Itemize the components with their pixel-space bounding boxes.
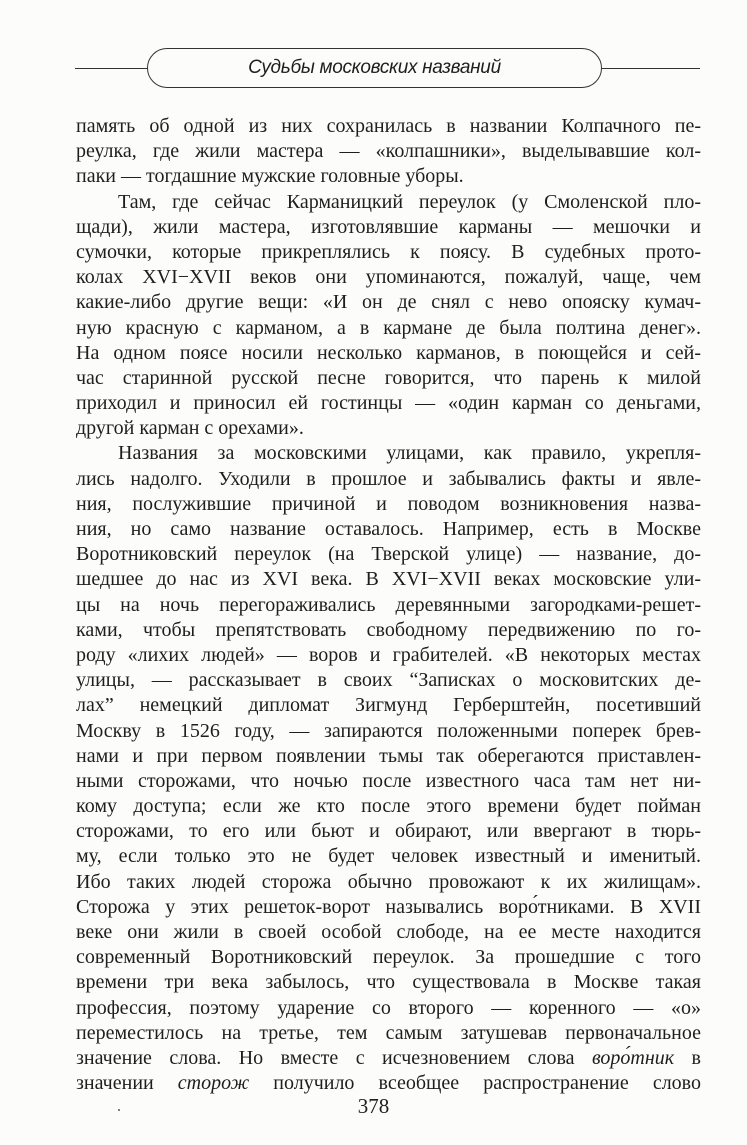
text-segment: ния, но само название оставалось. Например, есть в Москве — [76, 518, 701, 540]
text-line — [76, 744, 701, 769]
text-line — [76, 492, 701, 517]
text-segment: веке они жили в своей особой слободе, на ее месте находится — [76, 921, 701, 943]
text-line — [76, 391, 701, 416]
text-segment: кому доступа; если же кто после этого времени будет пойман — [76, 795, 701, 818]
header-rule-left — [75, 68, 148, 69]
text-segment: нами и при первом появлении тьмы так оберегаются приставлен- — [76, 744, 701, 767]
text-line — [76, 819, 701, 844]
text-segment: сумочки, которые прикреплялись к поясу. В судебных прото- — [76, 240, 701, 263]
text-segment: цы на ночь перегораживались деревянными загородками-решет- — [76, 593, 701, 616]
running-header — [147, 48, 602, 88]
text-segment: улицы, — рассказывает в своих “Записках о московитских де- — [76, 669, 701, 692]
text-line — [76, 441, 701, 466]
text-segment: му, если только это не будет человек известный и именитый. — [76, 845, 701, 868]
text-segment: профессия, поэтому ударение со второго — коренного — «о» — [76, 996, 701, 1019]
text-segment: Воротниковский переулок (на Тверской улице) — название, до- — [76, 543, 701, 566]
text-segment: какие-либо другие вещи: «И он де снял с нево опояску кумач- — [76, 291, 701, 314]
text-line — [76, 970, 701, 995]
text-line — [76, 870, 701, 895]
text-line — [76, 265, 701, 290]
text-line — [76, 1071, 701, 1096]
text-line — [76, 164, 701, 189]
text-segment: ными сторожами, что ночью после известного часа там нет ни- — [76, 769, 701, 792]
text-line — [76, 693, 701, 718]
running-header-title: Судьбы московских названий — [248, 57, 501, 78]
text-line — [76, 1021, 701, 1046]
text-segment: приходил и приносил ей гостинцы — «один карман со деньгами, — [76, 392, 701, 415]
text-line — [76, 341, 701, 366]
text-line — [76, 895, 701, 920]
text-segment: Москву в 1526 году, — запираются положенными поперек брев- — [76, 719, 701, 742]
text-line — [76, 416, 701, 441]
italic-term: воро́тник — [591, 1046, 675, 1069]
text-segment: другой карман с орехами». — [76, 417, 304, 440]
text-line — [76, 668, 701, 693]
text-segment: щади), жили мастера, изготовлявшие карманы — мешочки и — [76, 215, 701, 238]
text-segment: Ибо таких людей сторожа обычно провожают к их жилищам». — [76, 870, 701, 893]
text-segment: память об одной из них сохранилась в названии Колпачного пе- — [76, 115, 701, 137]
text-segment: На одном поясе носили несколько карманов, в поющейся и сей- — [76, 341, 701, 364]
text-line — [76, 316, 701, 341]
text-segment: ния, послужившие причиной и поводом возникновения назва- — [76, 492, 701, 515]
text-segment: получило всеобщее распространение слово — [249, 1072, 701, 1095]
text-segment: переместилось на третье, тем самым затушевав первоначальное — [76, 1021, 701, 1044]
text-segment: шедшее до нас из XVI века. В XVI−XVII веках московские ули- — [76, 568, 701, 591]
text-line — [76, 139, 701, 164]
text-line — [76, 996, 701, 1021]
text-line — [76, 240, 701, 265]
text-line — [76, 1046, 701, 1071]
text-segment: паки — тогдашние мужские головные уборы. — [76, 165, 464, 188]
text-segment: сторожами, то его или бьют и обирают, или ввергают в тюрь- — [76, 820, 701, 843]
italic-term: сторож — [177, 1072, 250, 1095]
header-rule-right — [601, 68, 700, 69]
text-segment: Названия за московскими улицами, как правило, укрепля- — [118, 442, 701, 465]
text-line — [76, 215, 701, 240]
text-line — [76, 517, 701, 542]
text-line — [76, 290, 701, 315]
text-segment: лись надолго. Уходили в прошлое и забывались факты и явле- — [76, 467, 701, 490]
text-line — [76, 114, 701, 139]
text-segment: значении — [76, 1072, 178, 1095]
body-text — [76, 114, 701, 1096]
text-line — [76, 366, 701, 391]
text-line — [76, 190, 701, 215]
text-line — [76, 567, 701, 592]
text-line — [76, 769, 701, 794]
text-segment: времени три века забылось, что существовала в Москве такая — [76, 971, 701, 994]
text-segment: ную красную с карманом, а в кармане де была полтина денег». — [76, 316, 701, 339]
text-line — [76, 542, 701, 567]
text-line — [76, 618, 701, 643]
text-line — [76, 593, 701, 618]
text-line — [76, 719, 701, 744]
text-line — [76, 794, 701, 819]
text-segment: Там, где сейчас Карманицкий переулок (у Смоленской пло- — [118, 190, 701, 213]
text-line — [76, 920, 701, 945]
text-line — [76, 643, 701, 668]
text-segment: в — [674, 1046, 701, 1069]
text-line — [76, 467, 701, 492]
text-segment: ками, чтобы препятствовать свободному передвижению по го- — [76, 618, 701, 641]
text-segment: реулка, где жили мастера — «колпашники», выделывавшие кол- — [76, 140, 701, 163]
text-segment: час старинной русской песне говорится, что парень к милой — [76, 366, 701, 389]
text-segment: колах XVI−XVII веков они упоминаются, пожалуй, чаще, чем — [76, 266, 701, 289]
text-line — [76, 945, 701, 970]
text-segment: значение слова. Но вместе с исчезновением слова — [76, 1046, 592, 1069]
text-segment: роду «лихих людей» — воров и грабителей. «В некоторых местах — [76, 643, 701, 666]
text-segment: современный Воротниковский переулок. За прошедшие с того — [76, 946, 701, 969]
text-line — [76, 844, 701, 869]
text-segment: Сторожа у этих решеток-ворот назывались воро́тниками. В XVII — [76, 895, 701, 918]
page-number: 378 — [357, 1094, 390, 1118]
text-segment: лах” немецкий дипломат Зигмунд Герберштейн, посетивший — [76, 694, 701, 717]
